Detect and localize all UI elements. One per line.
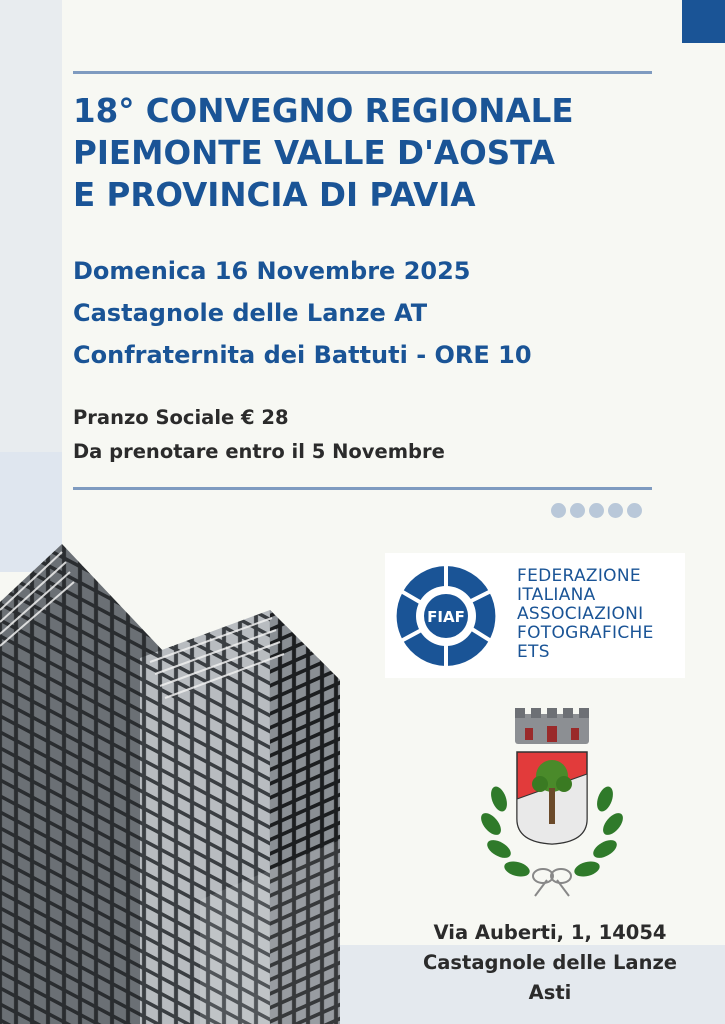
event-place: Castagnole delle Lanze AT xyxy=(73,299,428,327)
title-line-2: PIEMONTE VALLE D'AOSTA xyxy=(73,134,555,172)
dot xyxy=(608,503,623,518)
fiaf-line-5: ETS xyxy=(517,642,550,662)
top-divider xyxy=(73,71,652,74)
fiaf-name xyxy=(517,567,654,662)
title-line-1: 18° CONVEGNO REGIONALE xyxy=(73,92,574,130)
lunch-info xyxy=(73,401,445,469)
crown-icon xyxy=(515,708,589,744)
fiaf-line-1: FEDERAZIONE xyxy=(517,566,641,586)
event-title xyxy=(73,90,673,216)
address-province: Asti xyxy=(528,981,572,1004)
address-town: Castagnole delle Lanze xyxy=(422,951,678,974)
fiaf-logo xyxy=(385,553,685,678)
fiaf-line-4: FOTOGRAFICHE xyxy=(517,623,654,643)
municipal-crest xyxy=(477,704,627,898)
corner-accent-square xyxy=(682,0,725,43)
address-street: Via Auberti, 1, 14054 xyxy=(433,921,667,944)
dot xyxy=(627,503,642,518)
skyscraper-photo xyxy=(0,540,340,1024)
lunch-price: Pranzo Sociale € 28 xyxy=(73,406,289,429)
dot xyxy=(589,503,604,518)
aperture-icon xyxy=(391,561,501,671)
decor-dots xyxy=(551,503,642,518)
fiaf-line-2: ITALIANA xyxy=(517,585,596,605)
title-line-3: E PROVINCIA DI PAVIA xyxy=(73,176,476,214)
address-block xyxy=(400,918,700,1008)
event-venue: Confraternita dei Battuti - ORE 10 xyxy=(73,341,532,369)
fiaf-logo-label: FIAF xyxy=(427,608,465,626)
fiaf-line-3: ASSOCIAZIONI xyxy=(517,604,644,624)
dot xyxy=(570,503,585,518)
event-details xyxy=(73,250,532,376)
lunch-booking: Da prenotare entro il 5 Novembre xyxy=(73,440,445,463)
dot xyxy=(551,503,566,518)
left-decor-strip xyxy=(0,0,62,452)
event-date: Domenica 16 Novembre 2025 xyxy=(73,257,471,285)
bottom-divider xyxy=(73,487,652,490)
